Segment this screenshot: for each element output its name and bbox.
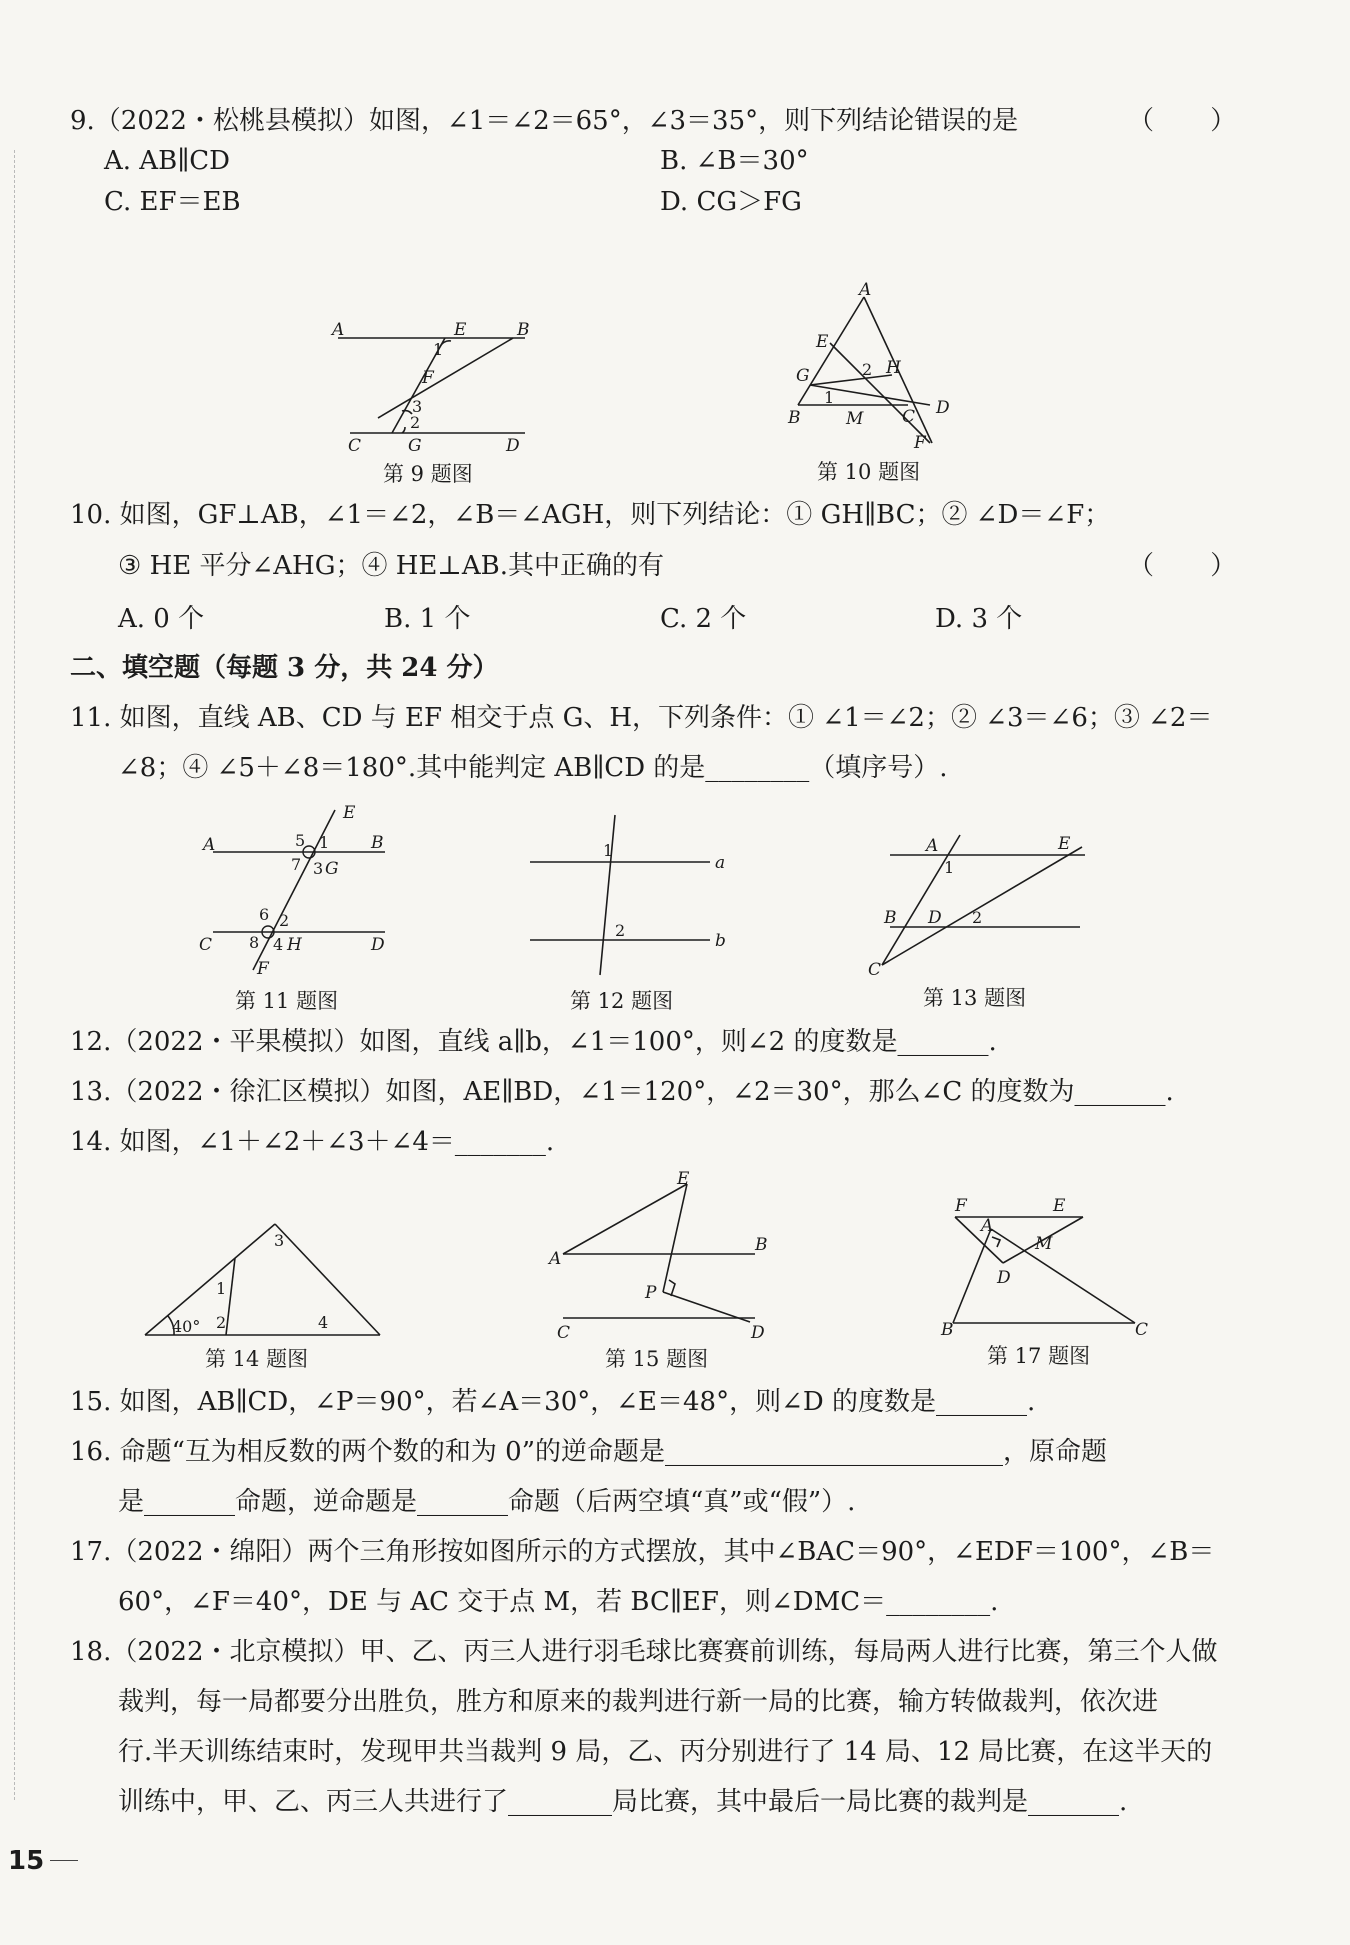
fig9-label: C	[348, 436, 362, 456]
fig11-label: 1	[319, 833, 330, 852]
fig11-label: F	[257, 959, 269, 979]
fig14-label: 2	[216, 1313, 227, 1332]
fig17-label: M	[1035, 1234, 1053, 1254]
q10-stem-line1: 10. 如图，GF⊥AB，∠1＝∠2，∠B＝∠AGH，则下列结论：① GH∥BC；② ∠D＝∠F；	[70, 500, 1111, 530]
fig17-label: D	[997, 1268, 1011, 1288]
q10-answer-paren: （ ）	[1128, 551, 1261, 581]
fig11-label: 3	[313, 859, 324, 878]
fig13-label: 1	[944, 858, 955, 877]
q10-option-d: D. 3 个	[935, 604, 1023, 634]
page-edge	[14, 150, 15, 1800]
fig10-label: M	[846, 409, 864, 429]
q11-stem-line2: ∠8；④ ∠5＋∠8＝180°.其中能判定 AB∥CD 的是________（填序号）.	[118, 753, 948, 783]
q12-stem: 12.（2022・平果模拟）如图，直线 a∥b，∠1＝100°，则∠2 的度数是_______.	[70, 1027, 997, 1057]
q10-option-c: C. 2 个	[660, 604, 747, 634]
q13-stem: 13.（2022・徐汇区模拟）如图，AE∥BD，∠1＝120°，∠2＝30°，那么∠C 的度数为_______.	[70, 1077, 1174, 1107]
q16-stem-line2: 是_______命题，逆命题是_______命题（后两空填“真”或“假”）.	[118, 1487, 856, 1517]
fig13-label: A	[926, 836, 939, 856]
fig11-label: B	[371, 833, 384, 853]
fig15-label: P	[645, 1283, 657, 1303]
fig11-label: 6	[259, 905, 270, 924]
section-title-fill-in: 二、填空题（每题 3 分，共 24 分）	[70, 653, 499, 683]
fig15-label: E	[677, 1169, 690, 1189]
fig10-label: 1	[824, 388, 835, 407]
fig9-label: D	[506, 436, 520, 456]
fig11-label: H	[287, 935, 302, 955]
page-number: 15	[8, 1846, 45, 1876]
fig10-label: H	[886, 358, 901, 378]
q10-option-b: B. 1 个	[384, 604, 471, 634]
fig9-label: 3	[412, 397, 423, 416]
q9-option-b: B. ∠B＝30°	[660, 146, 809, 176]
fig12-label: a	[715, 853, 726, 873]
fig12-label: 2	[615, 921, 626, 940]
fig14-label: 3	[274, 1231, 285, 1250]
fig13-label: C	[868, 960, 882, 980]
fig11-label: 2	[279, 911, 290, 930]
fig9-label: 2	[410, 413, 421, 432]
q14-caption: 第 14 题图	[205, 1347, 309, 1371]
q17-caption: 第 17 题图	[987, 1344, 1091, 1368]
fig15-label: C	[557, 1323, 571, 1343]
figure-15	[545, 1170, 785, 1345]
fig10-label: C	[902, 407, 916, 427]
fig10-label: F	[914, 433, 926, 453]
fig13-label: 2	[972, 908, 983, 927]
fig10-label: D	[936, 398, 950, 418]
fig10-label: B	[788, 408, 801, 428]
fig15-label: B	[755, 1235, 768, 1255]
q10-stem-line2: ③ HE 平分∠AHG；④ HE⊥AB.其中正确的有	[118, 551, 665, 581]
fig17-label: F	[955, 1196, 967, 1216]
q18-stem-line2: 裁判，每一局都要分出胜负，胜方和原来的裁判进行新一局的比赛，输方转做裁判，依次进	[118, 1687, 1159, 1717]
fig17-label: B	[941, 1320, 954, 1340]
fig15-label: D	[751, 1323, 765, 1343]
q18-stem-line3: 行.半天训练结束时，发现甲共当裁判 9 局，乙、丙分别进行了 14 局、12 局比赛，在这半天的	[118, 1737, 1213, 1767]
q14-stem: 14. 如图，∠1＋∠2＋∠3＋∠4＝_______.	[70, 1127, 555, 1157]
page-number-rule	[50, 1860, 78, 1861]
fig9-label: G	[408, 436, 422, 456]
fig15-label: A	[549, 1249, 562, 1269]
fig11-label: 7	[291, 855, 302, 874]
fig11-label: G	[325, 859, 339, 879]
fig13-label: E	[1058, 834, 1071, 854]
q15-caption: 第 15 题图	[605, 1347, 709, 1371]
fig13-label: B	[884, 908, 897, 928]
fig12-label: 1	[603, 841, 614, 860]
q10-option-a: A. 0 个	[118, 604, 205, 634]
q17-stem-line1: 17.（2022・绵阳）两个三角形按如图所示的方式摆放，其中∠BAC＝90°，∠EDF＝100°，∠B＝	[70, 1537, 1215, 1567]
figure-13	[860, 825, 1100, 980]
fig9-label: F	[422, 368, 434, 388]
fig10-label: 2	[862, 360, 873, 379]
q11-caption: 第 11 题图	[235, 989, 339, 1013]
figure-14	[140, 1210, 390, 1345]
fig17-label: C	[1135, 1320, 1149, 1340]
fig11-label: A	[203, 835, 216, 855]
fig9-label: B	[517, 320, 530, 340]
figure-11	[195, 800, 405, 980]
figure-12	[525, 810, 735, 980]
fig10-label: A	[859, 280, 872, 300]
q9-option-a: A. AB∥CD	[104, 146, 230, 176]
fig17-label: E	[1053, 1196, 1066, 1216]
q10-caption: 第 10 题图	[817, 460, 921, 484]
fig10-label: E	[816, 332, 829, 352]
q18-stem-line4: 训练中，甲、乙、丙三人共进行了________局比赛，其中最后一局比赛的裁判是_______.	[118, 1787, 1128, 1817]
q15-stem: 15. 如图，AB∥CD，∠P＝90°，若∠A＝30°，∠E＝48°，则∠D 的度数是_______.	[70, 1387, 1036, 1417]
fig10-label: G	[796, 366, 810, 386]
fig11-label: 4	[273, 935, 284, 954]
q17-stem-line2: 60°，∠F＝40°，DE 与 AC 交于点 M，若 BC∥EF，则∠DMC＝________.	[118, 1587, 999, 1617]
fig14-label: 1	[216, 1279, 227, 1298]
q9-caption: 第 9 题图	[383, 462, 473, 486]
figure-17	[935, 1195, 1150, 1345]
figure-9	[320, 315, 540, 455]
fig12-label: b	[715, 931, 726, 951]
fig14-label: 4	[318, 1313, 329, 1332]
fig14-label: 40°	[172, 1317, 201, 1336]
fig11-label: 8	[249, 933, 260, 952]
fig13-label: D	[928, 908, 942, 928]
q9-option-d: D. CG＞FG	[660, 187, 802, 217]
fig9-label: E	[454, 320, 467, 340]
fig17-label: A	[981, 1216, 994, 1236]
q9-answer-paren: （ ）	[1128, 106, 1261, 136]
fig11-label: D	[371, 935, 385, 955]
fig11-label: C	[199, 935, 213, 955]
fig11-label: 5	[295, 831, 306, 850]
q16-stem-line1: 16. 命题“互为相反数的两个数的和为 0”的逆命题是__________________________，原命题	[70, 1437, 1108, 1467]
fig9-label: A	[332, 320, 345, 340]
q12-caption: 第 12 题图	[570, 989, 674, 1013]
q9-stem: 9.（2022・松桃县模拟）如图，∠1＝∠2＝65°，∠3＝35°，则下列结论错误的是	[70, 106, 1019, 136]
q13-caption: 第 13 题图	[923, 986, 1027, 1010]
figure-10	[780, 280, 970, 460]
fig11-label: E	[343, 803, 356, 823]
fig9-label: 1	[433, 340, 444, 359]
q11-stem-line1: 11. 如图，直线 AB、CD 与 EF 相交于点 G、H，下列条件：① ∠1＝∠2；② ∠3＝∠6；③ ∠2＝	[70, 703, 1213, 733]
q18-stem-line1: 18.（2022・北京模拟）甲、乙、丙三人进行羽毛球比赛赛前训练，每局两人进行比赛，第三个人做	[70, 1637, 1218, 1667]
q9-option-c: C. EF＝EB	[104, 187, 241, 217]
